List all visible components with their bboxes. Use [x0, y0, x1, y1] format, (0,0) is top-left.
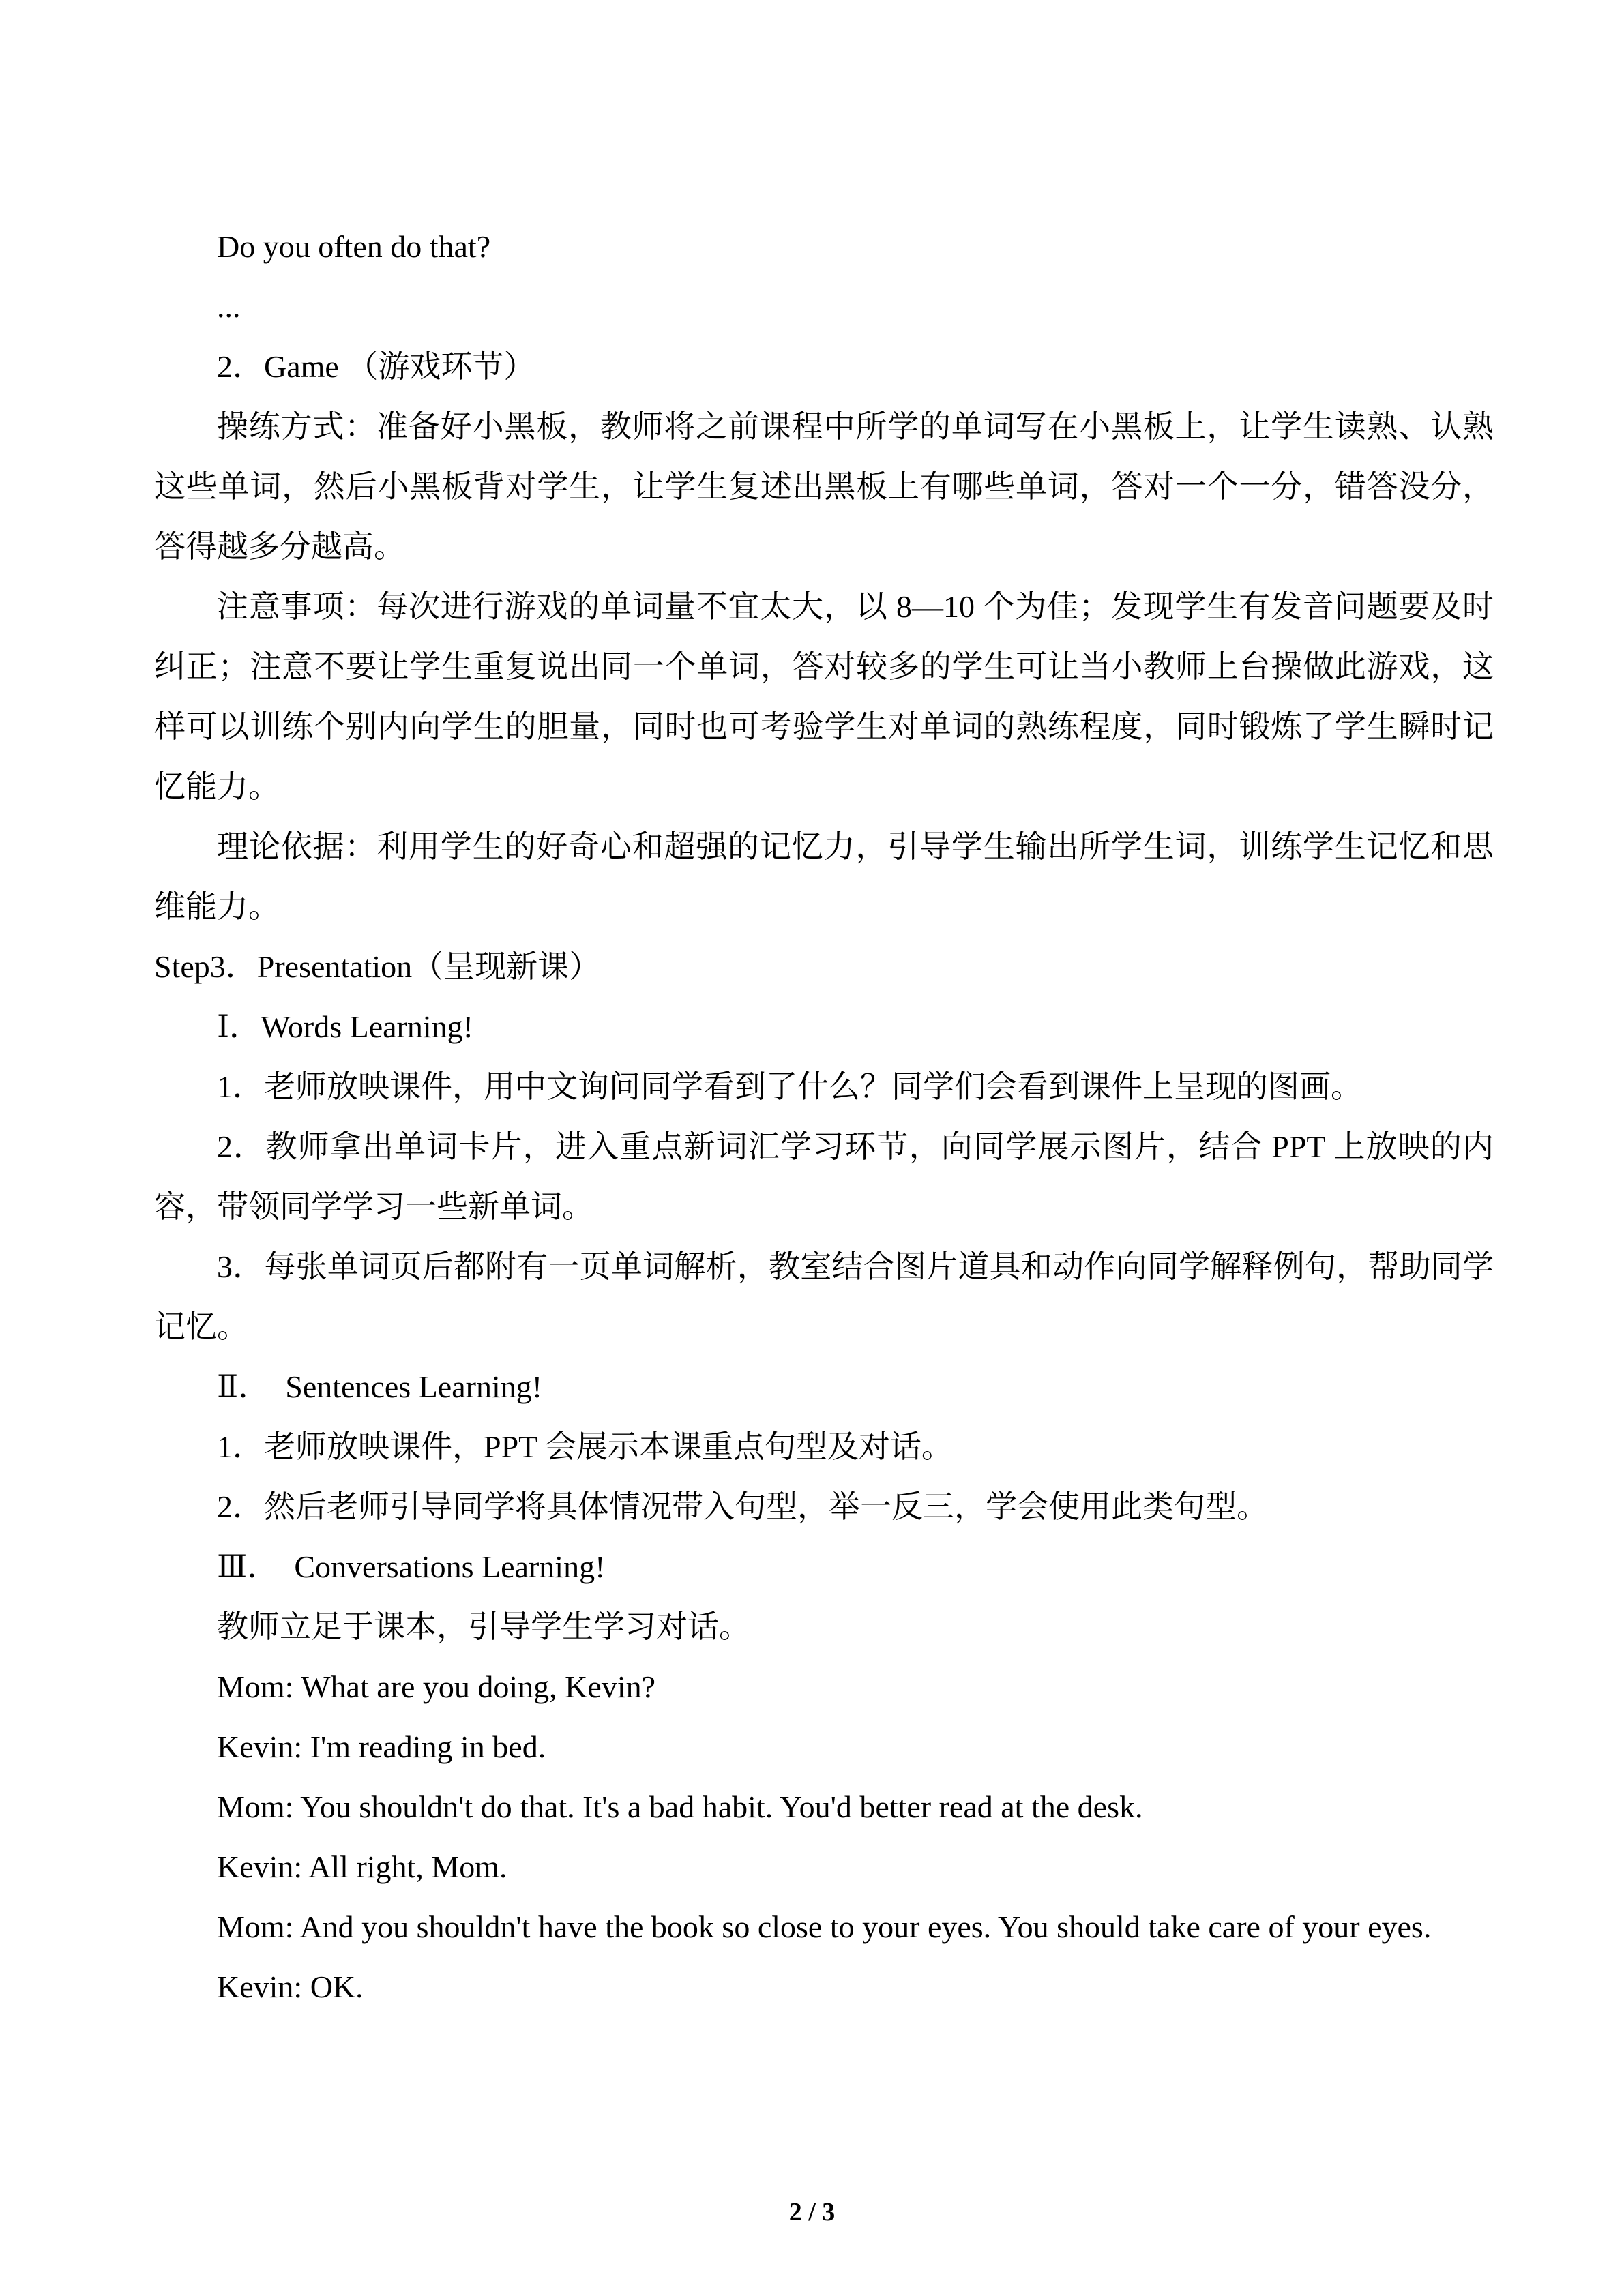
notes-paragraph: 注意事项：每次进行游戏的单词量不宜太大，以 8—10 个为佳；发现学生有发音问题要及时纠正；注意不要让学生重复说出同一个单词，答对较多的学生可让当小教师上台操做此游戏，这样可以训练个别内向学生的胆量，同时也可考验学生对单词的熟练程度，同时锻炼了学生瞬时记忆能力。 — [154, 589, 1494, 804]
conversations-learning-heading: Ⅲ． Conversations Learning! — [217, 1549, 606, 1584]
words-learning-item-3: 3．每张单词页后都附有一页单词解析，教室结合图片道具和动作向同学解释例句，帮助同学记忆。 — [154, 1249, 1494, 1344]
conversations-intro: 教师立足于课本，引导学生学习对话。 — [217, 1609, 750, 1644]
page-number: 2 / 3 — [788, 2198, 836, 2226]
ellipsis-line: ... — [217, 289, 241, 324]
theory-basis-paragraph: 理论依据：利用学生的好奇心和超强的记忆力，引导学生输出所学生词，训练学生记忆和思维能力。 — [154, 829, 1494, 924]
words-learning-heading: Ⅰ．Words Learning! — [217, 1009, 473, 1044]
step3-heading: Step3．Presentation（呈现新课） — [154, 949, 601, 984]
dialogue-line-mom-2: Mom: You shouldn't do that. It's a bad habit. You'd better read at the desk. — [217, 1789, 1143, 1824]
sentences-learning-item-1: 1．老师放映课件，PPT 会展示本课重点句型及对话。 — [217, 1429, 953, 1464]
words-learning-item-1: 1．老师放映课件，用中文询问同学看到了什么？同学们会看到课件上呈现的图画。 — [217, 1069, 1362, 1104]
game-section-heading: 2．Game （游戏环节） — [217, 349, 535, 384]
dialogue-line-kevin-1: Kevin: I'm reading in bed. — [217, 1729, 546, 1764]
dialogue-line-mom-3: Mom: And you shouldn't have the book so close to your eyes. You should take care of your eyes. — [217, 1909, 1432, 1944]
dialogue-line-kevin-2: Kevin: All right, Mom. — [217, 1849, 507, 1884]
dialogue-line-kevin-3: Kevin: OK. — [217, 1969, 364, 2004]
question-line: Do you often do that? — [217, 229, 491, 264]
sentences-learning-heading: Ⅱ． Sentences Learning! — [217, 1369, 543, 1404]
practice-method-paragraph: 操练方式：准备好小黑板，教师将之前课程中所学的单词写在小黑板上，让学生读熟、认熟这些单词，然后小黑板背对学生，让学生复述出黑板上有哪些单词，答对一个一分，错答没分，答得越多分越高。 — [154, 409, 1494, 564]
sentences-learning-item-2: 2．然后老师引导同学将具体情况带入句型，举一反三，学会使用此类句型。 — [217, 1489, 1268, 1524]
dialogue-line-mom-1: Mom: What are you doing, Kevin? — [217, 1669, 656, 1704]
words-learning-item-2: 2．教师拿出单词卡片，进入重点新词汇学习环节，向同学展示图片，结合 PPT 上放映的内容，带领同学学习一些新单词。 — [154, 1129, 1494, 1224]
document-body — [154, 217, 1494, 2017]
